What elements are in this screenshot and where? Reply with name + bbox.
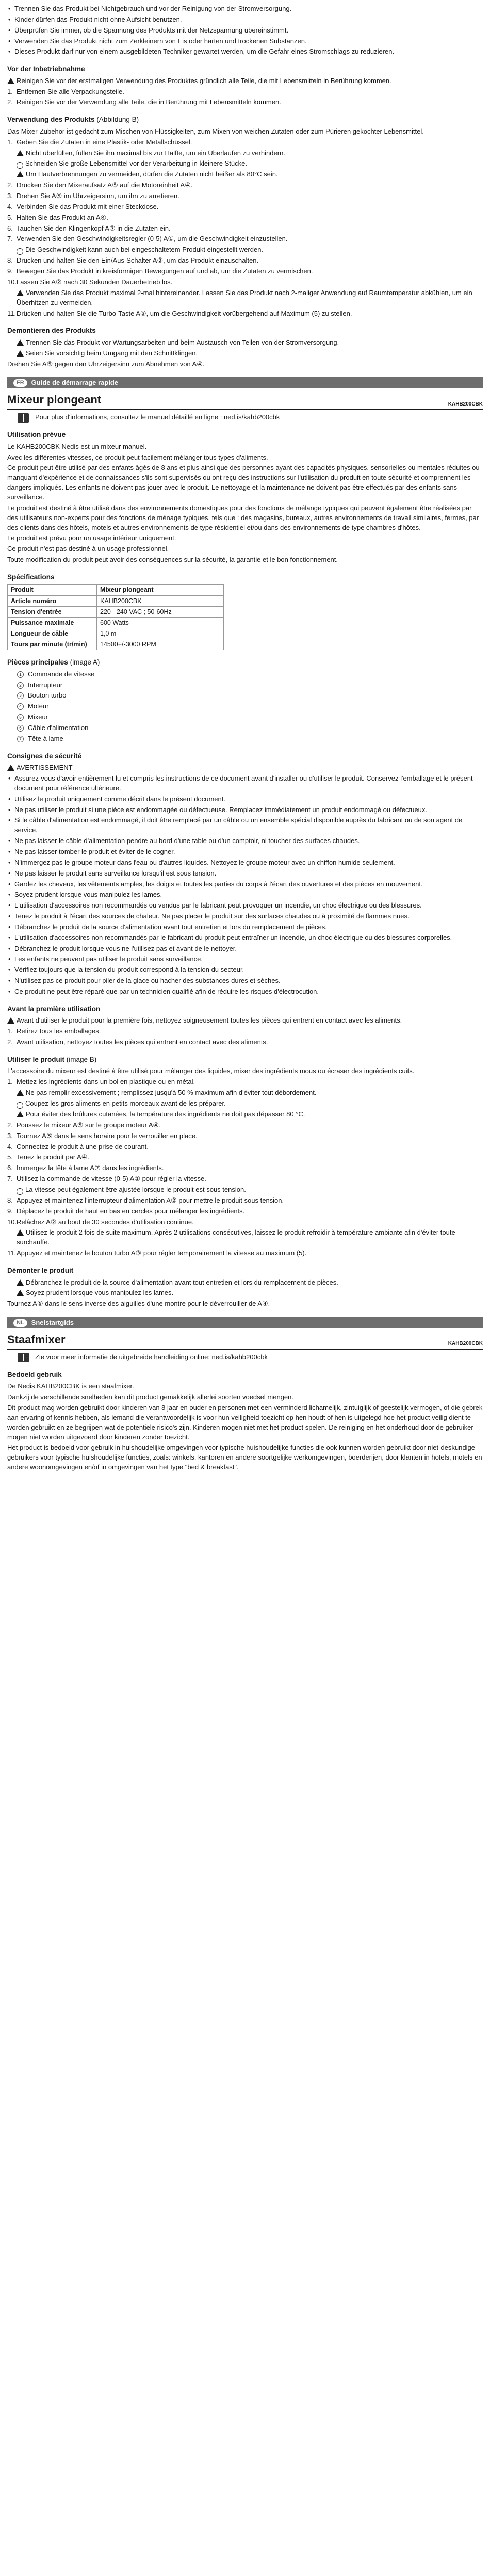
step-item: [7, 149, 483, 158]
step-text: Poussez le mixeur A⑤ sur le groupe moteur A④.: [17, 1121, 161, 1129]
paragraph: Avec les différentes vitesses, ce produit peut facilement mélanger tous types d'aliments.: [7, 453, 268, 461]
warning-text: AVERTISSEMENT: [17, 764, 73, 772]
step-text: Verwenden Sie das Produkt maximal 2-mal hintereinander. Lassen Sie das Produkt nach 2-maliger Anwendung auf Raumtemperatur abkühlen, um ein Überhitzen zu vermeiden.: [17, 288, 472, 306]
step-text: Mettez les ingrédients dans un bol en plastique ou en métal.: [17, 1078, 195, 1086]
warning-icon: [7, 78, 14, 84]
step-text: Drehen Sie A⑤ im Uhrzeigersinn, um ihn zu arretieren.: [17, 192, 179, 200]
step-item: [7, 256, 483, 266]
warning-icon: [17, 1111, 24, 1117]
step-item: [7, 1121, 483, 1130]
part-item: [7, 691, 483, 701]
step-number: 1.: [7, 1078, 13, 1086]
step-item: [7, 1196, 483, 1206]
section-heading-text: Spécifications: [7, 573, 55, 581]
product-code: KAHB200CBK: [448, 401, 483, 407]
step-item: [7, 1207, 483, 1217]
section-heading: [7, 751, 483, 762]
product-header: [7, 1332, 483, 1350]
manual-text: Pour plus d'informations, consultez le manuel détaillé en ligne : ned.is/kahb200cbk: [35, 413, 280, 422]
spec-key: Puissance maximale: [8, 617, 97, 628]
step-item: [7, 213, 483, 223]
spec-row: [8, 595, 224, 606]
part-number-icon: 3: [17, 692, 24, 699]
spec-key: Article numéro: [8, 595, 97, 606]
spec-key: Tours par minute (tr/min): [8, 639, 97, 650]
spec-key: Longueur de câble: [8, 628, 97, 639]
warning-text: Avant d'utiliser le produit pour la première fois, nettoyez soigneusement toutes les pièces qui entrent en contact avec les aliments.: [17, 1016, 402, 1025]
step-item: [7, 1142, 483, 1152]
step-number: 6.: [7, 1164, 13, 1172]
bullet-list: [7, 774, 483, 997]
section-heading: [7, 64, 483, 74]
info-icon: i: [17, 162, 23, 169]
section-heading-text: Consignes de sécurité: [7, 752, 82, 760]
part-item: [7, 670, 483, 679]
step-list: [7, 87, 483, 108]
step-item: [7, 1228, 483, 1248]
step-number: 8.: [7, 256, 13, 265]
part-label: Interrupteur: [28, 681, 63, 689]
manual-note: [7, 413, 483, 423]
paragraph: Dit product mag worden gebruikt door kinderen van 8 jaar en ouder en personen met een verminderd lichamelijk, zintuiglijk of geestelijk vermogen, of die gebrek aan ervaring of kennis hebben, als iemand die verantwoordelijk is voor hun veiligheid toezicht op hen houdt of hen is uitgelegd hoe het product veilig dient te worden gebruikt en ze begrijpen wat de potentiële risico's zijn. Kinderen mogen niet met het product spelen. De reiniging en het onderhoud door de gebruiker mogen niet worden uitgevoerd door kinderen zonder toezicht.: [7, 1404, 483, 1441]
section-heading-text: Bedoeld gebruik: [7, 1370, 62, 1379]
part-label: Mixeur: [28, 713, 48, 721]
paragraph: Le produit est prévu pour un usage intérieur uniquement.: [7, 534, 176, 542]
part-item: [7, 681, 483, 690]
info-icon: i: [17, 1102, 23, 1109]
part-number-icon: 2: [17, 682, 24, 689]
step-item: [7, 1163, 483, 1173]
step-item: [7, 267, 483, 277]
section-heading-text: Utiliser le produit: [7, 1055, 65, 1063]
bullet-item: • Vérifiez toujours que la tension du produit correspond à la tension du secteur.: [7, 965, 483, 975]
step-item: [7, 202, 483, 212]
part-label: Tête à lame: [28, 734, 63, 742]
part-item: [7, 712, 483, 722]
step-text: Trennen Sie das Produkt vor Wartungsarbeiten und beim Austausch von Teilen von der Stromversorgung.: [26, 338, 339, 346]
step-text: Verwenden Sie den Geschwindigkeitsregler (0-5) A①, um die Geschwindigkeit einzustellen.: [17, 235, 288, 243]
step-number: 3.: [7, 192, 13, 200]
warning-icon: [17, 1229, 24, 1236]
section-heading-text: Démonter le produit: [7, 1266, 74, 1274]
step-number: 7.: [7, 235, 13, 243]
step-item: [7, 288, 483, 308]
step-text: Nicht überfüllen, füllen Sie ihn maximal bis zur Hälfte, um ein Überlaufen zu verhindern.: [26, 149, 285, 157]
step-text: Appuyez et maintenez l'interrupteur d'alimentation A② pour mettre le produit sous tension.: [17, 1196, 284, 1204]
step-text: Connectez le produit à une prise de courant.: [17, 1142, 149, 1151]
product-header: [7, 392, 483, 410]
spec-row: [8, 606, 224, 617]
bullet-item: • Les enfants ne peuvent pas utiliser le produit sans surveillance.: [7, 954, 483, 964]
warning-icon: [17, 290, 24, 296]
step-number: 6.: [7, 224, 13, 232]
step-number: 9.: [7, 267, 13, 276]
step-text: Déplacez le produit de haut en bas en cercles pour mélanger les ingrédients.: [17, 1207, 245, 1215]
spec-value: KAHB200CBK: [97, 595, 224, 606]
step-number: 9.: [7, 1207, 13, 1215]
part-number-icon: 1: [17, 671, 24, 678]
spec-value: 1,0 m: [97, 628, 224, 639]
bullet-item: • Débranchez le produit de la source d'alimentation avant tout entretien et lors du remplacement de pièces.: [7, 922, 483, 932]
info-icon: i: [17, 248, 23, 255]
paragraph: Das Mixer-Zubehör ist gedacht zum Mischen von Flüssigkeiten, zum Mixen von weichen Zutaten oder zum Pürieren gekochter Lebensmittel.: [7, 127, 424, 135]
section-heading: [7, 572, 483, 582]
bullet-item: • Verwenden Sie das Produkt nicht zum Zerkleinern von Eis oder harten und trockenen Substanzen.: [7, 37, 483, 46]
section-heading-text: Pièces principales: [7, 658, 68, 667]
warning-icon: [17, 350, 24, 357]
step-item: [7, 1131, 483, 1141]
bullet-item: • Assurez-vous d'avoir entièrement lu et compris les instructions de ce document avant d'installer ou d'utiliser le produit. Conservez l'emballage et le présent document pour référence ultérieure.: [7, 774, 483, 793]
paragraph: Tournez A⑤ dans le sens inverse des aiguilles d'une montre pour le déverrouiller de A④.: [7, 1300, 270, 1308]
section-heading: [7, 115, 483, 125]
bullet-item: • Utilisez le produit uniquement comme décrit dans le présent document.: [7, 795, 483, 804]
step-list: [7, 138, 483, 319]
part-number-icon: 7: [17, 736, 24, 742]
step-text: Soyez prudent lorsque vous manipulez les lames.: [26, 1289, 174, 1297]
step-text: Tenez le produit par A④.: [17, 1153, 90, 1161]
section-heading-text: Vor der Inbetriebnahme: [7, 65, 85, 73]
bullet-item: • Si le câble d'alimentation est endommagé, il doit être remplacé par un câble ou un ensemble spécial disponible auprès du fabricant ou de son agent de service.: [7, 816, 483, 835]
paragraph: Dankzij de verschillende snelheden kan dit product gemakkelijk allerlei soorten voedsel mengen.: [7, 1393, 293, 1401]
spec-value: 14500+/-3000 RPM: [97, 639, 224, 650]
step-number: 10.: [7, 1218, 17, 1226]
bullet-item: • Ne pas laisser tomber le produit et éviter de le cogner.: [7, 847, 483, 857]
step-text: Débranchez le produit de la source d'alimentation avant tout entretien et lors du remplacement de pièces.: [26, 1278, 338, 1286]
step-text: Utilisez la commande de vitesse (0-5) A① pour régler la vitesse.: [17, 1175, 206, 1183]
step-item: [7, 234, 483, 244]
step-text: Seien Sie vorsichtig beim Umgang mit den Schnittklingen.: [26, 349, 198, 357]
step-text: Um Hautverbrennungen zu vermeiden, dürfen die Zutaten nicht heißer als 80°C sein.: [26, 170, 278, 179]
paragraph: L'accessoire du mixeur est destiné à être utilisé pour mélanger des liquides, mixer des ingrédients mous ou écraser des ingrédients cuits.: [7, 1067, 415, 1075]
warning-icon: [17, 1279, 24, 1286]
manual-text: Zie voor meer informatie de uitgebreide handleiding online: ned.is/kahb200cbk: [35, 1353, 268, 1361]
bullet-list: [7, 4, 483, 57]
book-icon: [18, 413, 29, 423]
step-item: [7, 1077, 483, 1087]
bullet-item: • Tenez le produit à l'écart des sources de chaleur. Ne pas placer le produit sur des surfaces chaudes ou à proximité de flammes nues.: [7, 912, 483, 921]
bullet-item: • Débranchez le produit lorsque vous ne l'utilisez pas et avant de le nettoyer.: [7, 944, 483, 954]
bullet-item: • L'utilisation d'accessoires non recommandés ou vendus par le fabricant peut provoquer un incendie, un choc électrique ou des blessures.: [7, 901, 483, 911]
step-number: 5.: [7, 213, 13, 221]
step-item: [7, 1153, 483, 1162]
warning-icon: [7, 765, 14, 771]
paragraph: Het product is bedoeld voor gebruik in huishoudelijke omgevingen voor typische huishoudelijke functies die ook kunnen worden gebruikt door niet-deskundige gebruikers voor typische huishoudelijke functies, zoals: winkels, kantoren en andere soortgelijke werkomgevingen, boerderijen, door klanten in hotels, motels en andere woonomgevingen en/of in omgevingen van het type "bed & breakfast".: [7, 1444, 482, 1471]
step-item: [7, 1038, 483, 1047]
section-heading-sub: (image A): [70, 658, 100, 667]
bullet-item: • N'immergez pas le groupe moteur dans l'eau ou d'autres liquides. Nettoyez le groupe moteur avec un chiffon humide seulement.: [7, 858, 483, 868]
step-item: [7, 1249, 483, 1258]
step-item: [7, 1288, 483, 1298]
part-item: [7, 702, 483, 711]
info-icon: i: [17, 1188, 23, 1195]
bullet-item: • Ne pas laisser le produit sans surveillance lorsqu'il est sous tension.: [7, 869, 483, 879]
step-text: Lassen Sie A② nach 30 Sekunden Dauerbetrieb los.: [17, 278, 173, 286]
section-heading: [7, 1266, 483, 1276]
step-text: Geben Sie die Zutaten in eine Plastik- oder Metallschüssel.: [17, 138, 192, 146]
part-label: Câble d'alimentation: [28, 723, 89, 732]
step-number: 8.: [7, 1196, 13, 1204]
spec-value: Mixeur plongeant: [97, 585, 224, 595]
step-text: Reinigen Sie vor der Verwendung alle Teile, die in Berührung mit Lebensmitteln kommen.: [17, 98, 281, 106]
part-number-icon: 5: [17, 714, 24, 721]
bullet-item: • Kinder dürfen das Produkt nicht ohne Aufsicht benutzen.: [7, 15, 483, 25]
step-text: Drücken und halten Sie die Turbo-Taste A③, um die Geschwindigkeit vorübergehend auf Maximum (5) zu stellen.: [17, 309, 352, 317]
warning-icon: [17, 150, 24, 156]
step-item: [7, 87, 483, 97]
step-number: 2.: [7, 1038, 13, 1046]
warning-text: Reinigen Sie vor der erstmaligen Verwendung des Produktes gründlich alle Teile, die mit Lebensmitteln in Berührung kommen.: [17, 76, 391, 85]
section-heading-text: Demontieren des Produkts: [7, 327, 96, 335]
step-item: [7, 338, 483, 348]
section-heading-sub: (Abbildung B): [96, 116, 139, 124]
step-item: [7, 1218, 483, 1227]
step-item: [7, 191, 483, 201]
warning-line: [7, 763, 483, 773]
warning-icon: [17, 339, 24, 346]
warning-icon: [17, 171, 24, 177]
step-text: Verbinden Sie das Produkt mit einer Steckdose.: [17, 202, 159, 210]
part-label: Commande de vitesse: [28, 670, 95, 678]
part-label: Moteur: [28, 702, 49, 710]
step-text: Ne pas remplir excessivement ; remplissez jusqu'à 50 % maximum afin d'éviter tout débordement.: [26, 1089, 317, 1097]
step-item: [7, 309, 483, 319]
product-title: Staafmixer: [7, 1333, 66, 1347]
section-heading-text: Utilisation prévue: [7, 431, 66, 439]
manual-note: [7, 1353, 483, 1363]
bullet-item: • Trennen Sie das Produkt bei Nichtgebrauch und vor der Reinigung von der Stromversorgung.: [7, 4, 483, 14]
step-item: [7, 1174, 483, 1184]
step-list: [7, 338, 483, 359]
section-heading: [7, 1370, 483, 1380]
bullet-item: • Gardez les cheveux, les vêtements amples, les doigts et toutes les parties du corps à l'écart des ouvertures et des pièces en mouvement.: [7, 880, 483, 889]
spec-row: [8, 617, 224, 628]
step-text: Relâchez A② au bout de 30 secondes d'utilisation continue.: [17, 1218, 194, 1226]
spec-row: [8, 639, 224, 650]
paragraph: Le KAHB200CBK Nedis est un mixeur manuel.: [7, 442, 147, 450]
book-icon: [18, 1353, 29, 1362]
step-number: 2.: [7, 98, 13, 106]
step-text: Avant utilisation, nettoyez toutes les pièces qui entrent en contact avec des aliments.: [17, 1038, 268, 1046]
spec-key: Produit: [8, 585, 97, 595]
step-number: 10.: [7, 278, 17, 286]
step-text: Drücken Sie den Mixeraufsatz A⑤ auf die Motoreinheit A④.: [17, 181, 193, 189]
bullet-item: • Ne pas utiliser le produit si une pièce est endommagée ou défectueuse. Remplacez immédiatement un produit endommagé ou défectueux.: [7, 805, 483, 815]
step-text: Halten Sie das Produkt an A④.: [17, 213, 108, 221]
product-title: Mixeur plongeant: [7, 393, 102, 407]
paragraph: Ce produit n'est pas destiné à un usage professionnel.: [7, 545, 169, 553]
paragraph: Drehen Sie A⑤ gegen den Uhrzeigersinn zum Abnehmen von A④.: [7, 360, 205, 368]
part-number-icon: 6: [17, 725, 24, 732]
step-item: [7, 170, 483, 180]
step-number: 11.: [7, 1249, 17, 1257]
step-number: 1.: [7, 87, 13, 95]
warning-line: [7, 1016, 483, 1026]
section-heading-text: Avant la première utilisation: [7, 1005, 101, 1013]
paragraph: Ce produit peut être utilisé par des enfants âgés de 8 ans et plus ainsi que des personnes ayant des capacités physiques, sensorielles ou mentales réduites ou manquant d'expérience et de connaissances s'ils sont supervisés ou ont reçu des instructions sur l'utilisation du produit en toute sécurité et comprennent les dangers impliqués. Les enfants ne doivent pas jouer avec le produit. Le nettoyage et la maintenance ne doivent pas être effectués par des enfants sans surveillance.: [7, 464, 480, 501]
step-number: 7.: [7, 1175, 13, 1183]
step-number: 5.: [7, 1153, 13, 1161]
step-text: Tournez A⑤ dans le sens horaire pour le verrouiller en place.: [17, 1131, 198, 1140]
warning-icon: [17, 1090, 24, 1096]
language-badge: FR: [13, 379, 27, 387]
step-number: 4.: [7, 202, 13, 210]
step-text: Immergez la tête à lame A⑦ dans les ingrédients.: [17, 1164, 164, 1172]
language-banner: [7, 377, 483, 388]
step-item: [7, 1027, 483, 1036]
step-number: 1.: [7, 1027, 13, 1035]
step-text: Tauchen Sie den Klingenkopf A⑦ in die Zutaten ein.: [17, 224, 171, 232]
section-heading: [7, 1004, 483, 1014]
paragraph: De Nedis KAHB200CBK is een staafmixer.: [7, 1382, 134, 1390]
warning-icon: [7, 1017, 14, 1024]
part-number-icon: 4: [17, 703, 24, 710]
step-item: [7, 278, 483, 287]
step-item: [7, 1110, 483, 1120]
section-heading-text: Verwendung des Produkts: [7, 116, 95, 124]
step-text: Retirez tous les emballages.: [17, 1027, 101, 1035]
parts-list: [7, 670, 483, 744]
step-text: Drücken und halten Sie den Ein/Aus-Schalter A②, um das Produkt einzuschalten.: [17, 256, 259, 265]
step-item: [7, 138, 483, 148]
bullet-item: • N'utilisez pas ce produit pour piler de la glace ou hacher des substances dures et sèches.: [7, 976, 483, 986]
step-item: [7, 159, 483, 169]
spec-value: 600 Watts: [97, 617, 224, 628]
section-heading: [7, 657, 483, 668]
step-item: [7, 349, 483, 359]
banner-title: Guide de démarrage rapide: [31, 379, 119, 387]
spec-table: [7, 584, 224, 650]
part-item: [7, 734, 483, 744]
spec-value: 220 - 240 VAC ; 50-60Hz: [97, 606, 224, 617]
step-number: 1.: [7, 138, 13, 146]
product-code: KAHB200CBK: [448, 1341, 483, 1347]
step-list: [7, 1077, 483, 1258]
bullet-item: • Ne pas laisser le câble d'alimentation pendre au bord d'une table ou d'un comptoir, ni toucher des surfaces chaudes.: [7, 836, 483, 846]
bullet-item: • Ce produit ne peut être réparé que par un technicien qualifié afin de réduire les risques d'électrocution.: [7, 987, 483, 997]
step-text: Pour éviter des brûlures cutanées, la température des ingrédients ne doit pas dépasser 80 °C.: [26, 1110, 305, 1118]
bullet-item: • L'utilisation d'accessoires non recommandés par le fabricant du produit peut entraîner un incendie, un choc électrique ou des blessures corporelles.: [7, 933, 483, 943]
step-list: [7, 1027, 483, 1047]
paragraph: Toute modification du produit peut avoir des conséquences sur la sécurité, la garantie et le bon fonctionnement.: [7, 556, 338, 564]
section-heading-sub: (image B): [66, 1055, 97, 1063]
paragraph: Le produit est destiné à être utilisé dans des environnements domestiques pour des fonctions de mélange typiques qui peuvent également être réalisées par des utilisateurs non-experts pour des fonctions de ménage typiques, tels que : des magasins, bureaux, autres environnements de travail similaires, fermes, par des clients dans des hôtels, motels et autres environnements de type résidentiel et/ou dans des environnements de type chambres d'hôtes.: [7, 504, 479, 531]
step-number: 11.: [7, 309, 17, 317]
step-item: [7, 1099, 483, 1109]
step-item: [7, 1185, 483, 1195]
part-item: [7, 723, 483, 733]
step-text: La vitesse peut également être ajustée lorsque le produit est sous tension.: [25, 1185, 246, 1193]
spec-key: Tension d'entrée: [8, 606, 97, 617]
step-item: [7, 245, 483, 255]
language-badge: NL: [13, 1319, 27, 1327]
bullet-item: • Soyez prudent lorsque vous manipulez les lames.: [7, 890, 483, 900]
step-text: Utilisez le produit 2 fois de suite maximum. Après 2 utilisations consécutives, laissez le produit refroidir à température ambiante afin d'éviter toute surchauffe.: [17, 1228, 455, 1246]
section-heading: [7, 1055, 483, 1065]
step-number: 3.: [7, 1131, 13, 1140]
step-number: 4.: [7, 1142, 13, 1151]
step-list: [7, 1278, 483, 1299]
step-text: Appuyez et maintenez le bouton turbo A③ pour régler temporairement la vitesse au maximum (5).: [17, 1249, 307, 1257]
step-number: 2.: [7, 1121, 13, 1129]
language-banner: [7, 1317, 483, 1328]
step-item: [7, 1278, 483, 1288]
part-label: Bouton turbo: [28, 691, 67, 700]
warning-line: [7, 76, 483, 86]
step-text: Schneiden Sie große Lebensmittel vor der Verarbeitung in kleinere Stücke.: [25, 159, 247, 168]
step-text: Bewegen Sie das Produkt in kreisförmigen Bewegungen auf und ab, um die Zutaten zu vermischen.: [17, 267, 313, 276]
step-number: 2.: [7, 181, 13, 189]
section-heading: [7, 430, 483, 440]
step-text: Die Geschwindigkeit kann auch bei eingeschaltetem Produkt eingestellt werden.: [25, 246, 264, 254]
spec-row: [8, 585, 224, 595]
bullet-item: • Dieses Produkt darf nur von einem ausgebildeten Techniker gewartet werden, um die Gefahr eines Stromschlags zu reduzieren.: [7, 47, 483, 57]
step-text: Coupez les gros aliments en petits morceaux avant de les préparer.: [25, 1099, 226, 1107]
spec-row: [8, 628, 224, 639]
step-item: [7, 181, 483, 190]
warning-icon: [17, 1290, 24, 1296]
bullet-item: • Überprüfen Sie immer, ob die Spannung des Produkts mit der Netzspannung übereinstimmt.: [7, 26, 483, 36]
step-item: [7, 1088, 483, 1098]
step-text: Entfernen Sie alle Verpackungsteile.: [17, 87, 124, 95]
step-item: [7, 224, 483, 234]
banner-title: Snelstartgids: [31, 1318, 74, 1326]
section-heading: [7, 326, 483, 336]
step-item: [7, 98, 483, 107]
